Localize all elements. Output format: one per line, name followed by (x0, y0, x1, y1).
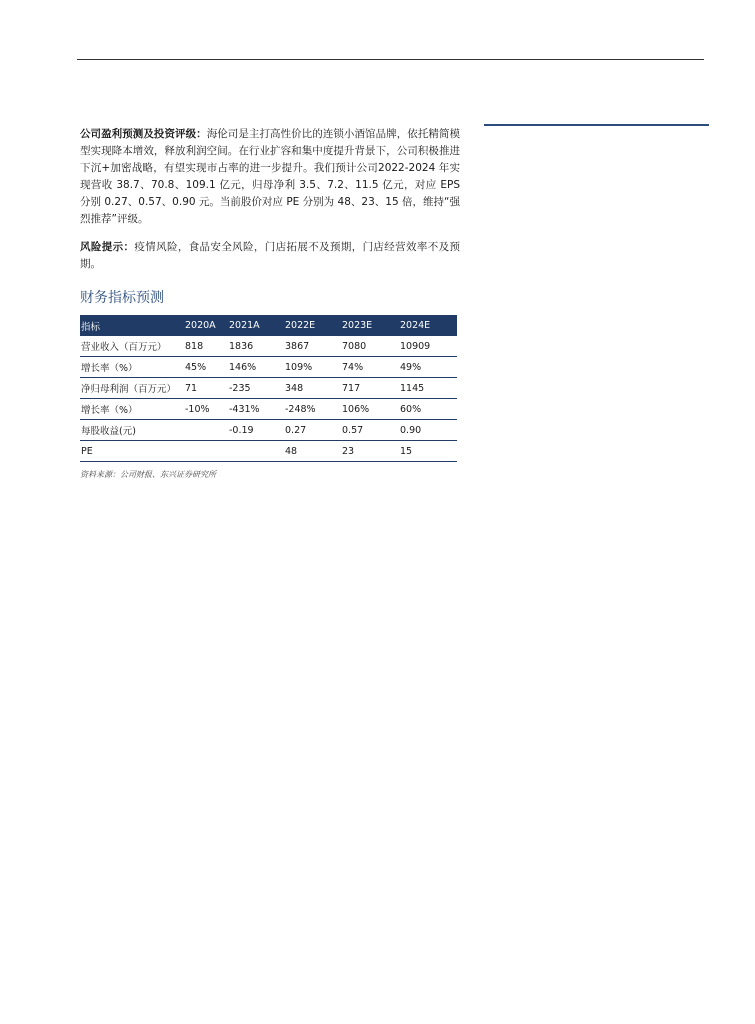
table-cell: 23 (341, 441, 399, 462)
table-header-row (80, 315, 457, 336)
header-cell: 2023E (341, 315, 399, 336)
table-cell: 0.57 (341, 420, 399, 441)
rating-heading: 公司盈利预测及投资评级： (80, 128, 207, 140)
table-cell: 74% (341, 357, 399, 378)
header-cell: 2022E (284, 315, 341, 336)
table-cell: 717 (341, 378, 399, 399)
table-cell: 146% (228, 357, 284, 378)
table-row (80, 420, 457, 441)
table-cell: 7080 (341, 336, 399, 357)
table-cell: 60% (399, 399, 457, 420)
table-cell: 1836 (228, 336, 284, 357)
header-cell: 2024E (399, 315, 457, 336)
table-cell: 1145 (399, 378, 457, 399)
table-cell: PE (80, 441, 184, 462)
risk-heading: 风险提示： (80, 241, 135, 253)
table-row (80, 378, 457, 399)
table-cell: -248% (284, 399, 341, 420)
table-cell: 348 (284, 378, 341, 399)
table-cell (184, 420, 228, 441)
table-row (80, 357, 457, 378)
table-cell: 10909 (399, 336, 457, 357)
section-title: 财务指标预测 (80, 290, 164, 306)
table-row (80, 336, 457, 357)
table-cell: 71 (184, 378, 228, 399)
rating-body: 海伦司是主打高性价比的连锁小酒馆品牌，依托精简模型实现降本增效，释放利润空间。在行业扩容和集中度提升背景下，公司积极推进下沉+加密战略，有望实现市占率的进一步提升。我们预计公司2022-2024 年实现营收 38.7、70.8、109.1 亿元，归母净利 3.5、7.2、11.5 亿元，对应 EPS 分别 0.27、0.57、0.90 元。当前股价对应 PE 分别为 48、23、15 倍，维持“强烈推荐”评级。 (80, 128, 461, 225)
table-cell: 营业收入（百万元） (80, 336, 184, 357)
table-cell: -235 (228, 378, 284, 399)
report-content (80, 126, 460, 480)
table-cell: 15 (399, 441, 457, 462)
table-cell: 818 (184, 336, 228, 357)
table-cell: 109% (284, 357, 341, 378)
risk-body: 疫情风险，食品安全风险，门店拓展不及预期，门店经营效率不及预期。 (80, 241, 461, 270)
sidebar-rule (484, 124, 709, 126)
table-cell: -0.19 (228, 420, 284, 441)
table-cell: 48 (284, 441, 341, 462)
table-cell: 0.90 (399, 420, 457, 441)
header-rule (77, 59, 704, 60)
table-row (80, 441, 457, 462)
table-cell: -431% (228, 399, 284, 420)
header-cell: 2021A (228, 315, 284, 336)
risk-paragraph (80, 239, 460, 273)
table-cell: 增长率（%） (80, 399, 184, 420)
table-cell: 每股收益(元) (80, 420, 184, 441)
table-cell: 106% (341, 399, 399, 420)
table-cell: 3867 (284, 336, 341, 357)
header-cell: 指标 (80, 315, 184, 336)
table-cell: -10% (184, 399, 228, 420)
table-row (80, 399, 457, 420)
table-cell (184, 441, 228, 462)
table-cell (228, 441, 284, 462)
table-cell: 增长率（%） (80, 357, 184, 378)
rating-paragraph (80, 126, 460, 228)
table-cell: 净归母利润（百万元） (80, 378, 184, 399)
header-cell: 2020A (184, 315, 228, 336)
table-cell: 49% (399, 357, 457, 378)
financial-forecast-table (80, 315, 457, 462)
table-cell: 45% (184, 357, 228, 378)
source-note: 资料来源：公司财报、东兴证券研究所 (80, 470, 216, 479)
table-cell: 0.27 (284, 420, 341, 441)
